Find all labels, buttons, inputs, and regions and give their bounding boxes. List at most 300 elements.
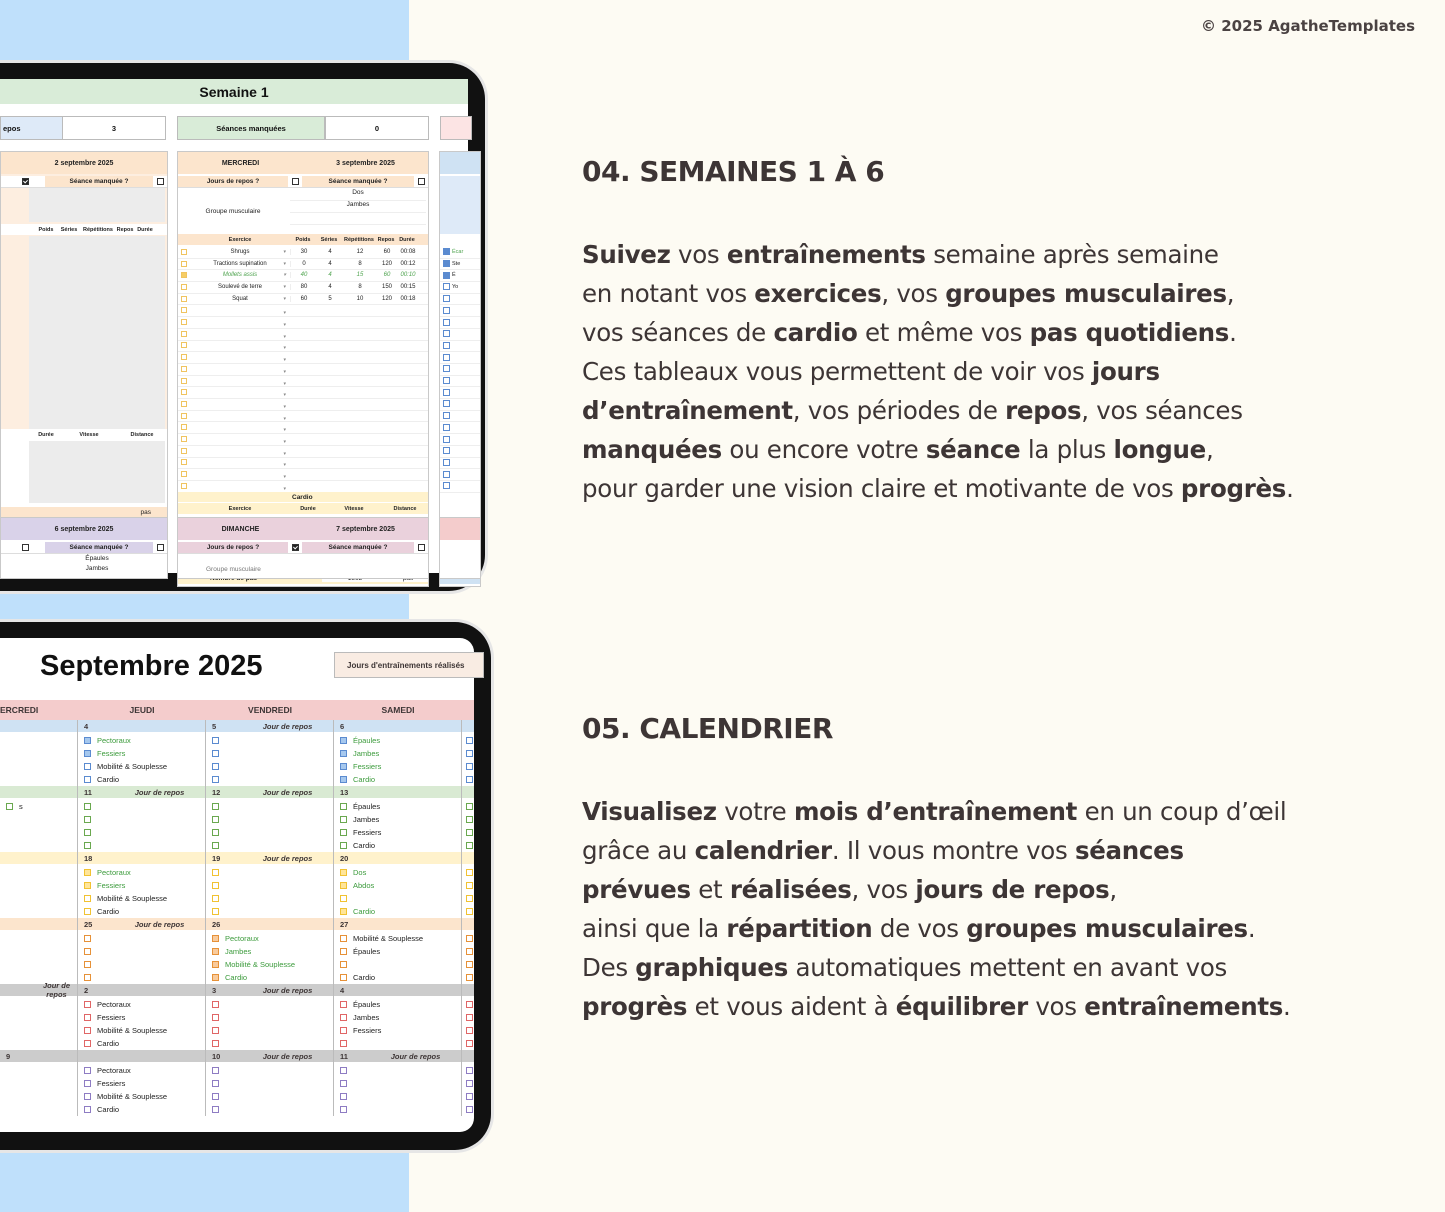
calendar-day-cell[interactable] [78,984,206,1050]
exercise-checkbox[interactable] [181,413,187,419]
calendar-muscle-item[interactable] [84,1037,205,1050]
muscle-group-label: Groupe musculaire [205,207,261,215]
muscle-label: Épaules [353,736,381,745]
calendar-checkbox[interactable] [212,829,219,836]
cardio-col-vitesse: Vitesse [344,505,364,512]
calendar-day-cell[interactable] [0,918,78,984]
calendar-checkbox[interactable] [466,1027,473,1034]
calendar-day-cell[interactable] [0,1050,78,1116]
calendar-day-header [334,786,461,798]
sunday-rest-checkbox[interactable] [292,544,299,551]
muscle-label: Cardio [97,907,120,916]
calendar-checkbox[interactable] [212,1027,219,1034]
exercise-checkbox[interactable] [181,331,187,337]
partial-checkbox[interactable] [443,389,450,396]
calendar-checkbox[interactable] [340,1027,347,1034]
bold-text: progrès [1180,474,1287,503]
calendar-muscle-item[interactable] [212,866,333,879]
exercise-checkbox[interactable] [181,342,187,348]
calendar-checkbox[interactable] [466,776,473,783]
calendar-checkbox[interactable] [84,1093,91,1100]
exercise-checkbox[interactable] [181,354,187,360]
calendar-muscle-item[interactable] [212,932,333,945]
calendar-day-cell[interactable] [206,786,334,852]
bold-text: d’entraînement [582,396,793,425]
calendar-muscle-item[interactable] [212,945,333,958]
calendar-day-cell[interactable] [334,984,462,1050]
calendar-checkbox[interactable] [84,908,91,915]
exercise-checkbox[interactable] [181,378,187,384]
tuesday-rest-checkbox[interactable] [22,178,29,185]
calendar-muscle-item[interactable] [340,1103,461,1116]
calendar-muscle-item[interactable] [84,971,205,984]
calendar-day-cell[interactable] [206,984,334,1050]
calendar-muscle-item[interactable] [84,879,205,892]
saturday-muscle-2[interactable]: Jambes [85,565,109,572]
exercise-cell: 00:15 [400,283,416,290]
calendar-muscle-item[interactable] [340,800,461,813]
calendar-checkbox[interactable] [340,882,347,889]
calendar-muscle-item[interactable] [84,1011,205,1024]
calendar-checkbox[interactable] [212,1014,219,1021]
paragraph-line [582,870,1402,909]
calendar-checkbox[interactable] [340,842,347,849]
exercise-checkbox[interactable] [181,436,187,442]
calendar-checkbox[interactable] [84,948,91,955]
calendar-checkbox[interactable] [340,737,347,744]
calendar-checkbox[interactable] [6,803,13,810]
partial-checkbox[interactable] [443,482,450,489]
calendar-checkbox[interactable] [212,935,219,942]
exercise-checkbox[interactable] [181,448,187,454]
calendar-checkbox[interactable] [340,869,347,876]
calendar-muscle-item[interactable] [212,747,333,760]
calendar-checkbox[interactable] [466,974,473,981]
calendar-day-cell[interactable] [0,720,78,786]
bold-text: équilibrer [895,992,1028,1021]
exercise-checkbox[interactable] [181,296,187,302]
calendar-checkbox[interactable] [340,803,347,810]
paragraph-line [582,831,1402,870]
exercise-cell: Soulevé de terre ▾ [190,284,291,290]
exercise-cell: 0 [302,260,306,267]
calendar-muscle-item[interactable] [212,826,333,839]
calendar-checkbox[interactable] [212,974,219,981]
muscle-label: Fessiers [97,1079,126,1088]
calendar-muscle-item[interactable] [340,760,461,773]
calendar-muscle-item[interactable] [212,905,333,918]
calendar-checkbox[interactable] [212,869,219,876]
text: et [690,875,730,904]
calendar-muscle-item[interactable] [340,892,461,905]
exercise-cell: 4 [328,272,332,279]
calendar-checkbox[interactable] [340,895,347,902]
calendar-checkbox[interactable] [466,1040,473,1047]
calendar-checkbox[interactable] [466,750,473,757]
calendar-checkbox[interactable] [466,895,473,902]
calendar-checkbox[interactable] [84,776,91,783]
calendar-checkbox[interactable] [84,1027,91,1034]
calendar-checkbox[interactable] [466,961,473,968]
calendar-checkbox[interactable] [466,1001,473,1008]
sunday-partial-cell [462,984,474,1050]
calendar-muscle-item[interactable] [84,800,205,813]
calendar-muscle-item[interactable] [340,1037,461,1050]
sunday-missed-checkbox[interactable] [418,544,425,551]
exercise-checkbox[interactable] [181,366,187,372]
calendar-checkbox[interactable] [340,763,347,770]
calendar-day-cell[interactable] [334,786,462,852]
calendar-muscle-item[interactable] [212,892,333,905]
calendar-checkbox[interactable] [84,869,91,876]
calendar-muscle-item[interactable] [340,958,461,971]
calendar-day-cell[interactable] [0,852,78,918]
exercise-checkbox[interactable] [181,272,187,278]
calendar-checkbox[interactable] [466,908,473,915]
calendar-checkbox[interactable] [84,961,91,968]
calendar-checkbox[interactable] [340,935,347,942]
calendar-checkbox[interactable] [212,1093,219,1100]
muscle-select-1[interactable]: Dos [290,189,426,201]
calendar-checkbox[interactable] [340,1080,347,1087]
calendar-day-cell[interactable] [334,1050,462,1116]
calendar-checkbox[interactable] [466,803,473,810]
col-repos: Repos [377,236,395,243]
wednesday-rest-checkbox[interactable] [292,178,299,185]
calendar-checkbox[interactable] [212,1040,219,1047]
calendar-muscle-item[interactable] [84,1090,205,1103]
partial-checkbox[interactable] [443,471,450,478]
calendar-checkbox[interactable] [84,750,91,757]
calendar-checkbox[interactable] [340,1001,347,1008]
calendar-checkbox[interactable] [84,1106,91,1113]
calendar-checkbox[interactable] [466,1106,473,1113]
calendar-muscle-item[interactable] [84,1024,205,1037]
text: vos séances de [582,318,774,347]
calendar-muscle-item[interactable] [212,1037,333,1050]
calendar-muscle-item[interactable] [84,1103,205,1116]
partial-checkbox[interactable] [443,319,450,326]
calendar-muscle-item[interactable] [84,747,205,760]
calendar-checkbox[interactable] [340,816,347,823]
calendar-checkbox[interactable] [340,829,347,836]
calendar-checkbox[interactable] [84,1014,91,1021]
calendar-muscle-item[interactable] [84,773,205,786]
partial-checkbox[interactable] [443,342,450,349]
calendar-checkbox[interactable] [466,1067,473,1074]
calendar-muscle-item[interactable] [84,905,205,918]
day-number: 9 [6,1051,11,1061]
exercise-checkbox[interactable] [181,483,187,489]
text: Ces tableaux vous permettent de voir vos [582,357,1092,386]
calendar-checkbox[interactable] [84,803,91,810]
calendar-muscle-item[interactable] [340,1090,461,1103]
text: la plus [1020,435,1114,464]
partial-checkbox[interactable] [443,354,450,361]
saturday-muscle-1[interactable]: Épaules [85,555,109,562]
calendar-checkbox[interactable] [212,816,219,823]
calendar-muscle-item[interactable] [84,734,205,747]
calendar-day-cell[interactable] [78,1050,206,1116]
calendar-muscle-item[interactable] [84,826,205,839]
calendar-muscle-item[interactable] [340,813,461,826]
calendar-checkbox[interactable] [212,895,219,902]
muscle-label: Fessiers [97,749,126,758]
saturday-rest-checkbox[interactable] [22,544,29,551]
calendar-day-cell[interactable] [206,852,334,918]
calendar-muscle-item[interactable] [340,1064,461,1077]
muscle-select-3[interactable] [290,213,426,225]
partial-row[interactable] [440,480,480,493]
calendar-day-cell[interactable] [206,720,334,786]
calendar-muscle-item[interactable] [84,760,205,773]
calendar-muscle-item[interactable] [212,1077,333,1090]
calendar-muscle-item[interactable] [212,839,333,852]
text: Des [582,953,636,982]
calendar-checkbox[interactable] [84,935,91,942]
muscle-label: Épaules [353,1000,381,1009]
calendar-muscle-item[interactable] [340,879,461,892]
day-wednesday: ERCREDI [0,705,39,715]
calendar-day-cell[interactable] [206,918,334,984]
calendar-checkbox[interactable] [340,776,347,783]
calendar-checkbox[interactable] [466,1093,473,1100]
exercise-checkbox[interactable] [181,424,187,430]
text: et même vos [857,318,1030,347]
calendar-day-cell[interactable] [334,852,462,918]
calendar-muscle-item[interactable] [84,892,205,905]
tuesday-missed-checkbox[interactable] [157,178,164,185]
calendar-muscle-item[interactable] [84,998,205,1011]
text: en un coup d’œil [1077,797,1287,826]
calendar-checkbox[interactable] [340,1106,347,1113]
calendar-muscle-item[interactable] [212,800,333,813]
calendar-checkbox[interactable] [466,869,473,876]
calendar-checkbox[interactable] [212,737,219,744]
calendar-checkbox[interactable] [340,961,347,968]
saturday-card [0,517,168,579]
calendar-muscle-item[interactable] [212,813,333,826]
day-number: 13 [340,787,349,797]
calendar-checkbox[interactable] [212,803,219,810]
calendar-checkbox[interactable] [212,908,219,915]
calendar-checkbox[interactable] [84,842,91,849]
calendar-muscle-item[interactable] [212,1064,333,1077]
calendar-muscle-item[interactable] [340,945,461,958]
calendar-checkbox[interactable] [340,1014,347,1021]
calendar-muscle-item[interactable] [340,1077,461,1090]
partial-checkbox[interactable] [443,260,450,267]
calendar-day-cell[interactable] [78,852,206,918]
calendar-checkbox[interactable] [340,1040,347,1047]
calendar-checkbox[interactable] [466,763,473,770]
text: . Il vous montre vos [831,836,1075,865]
calendar-muscle-item[interactable] [340,1011,461,1024]
partial-checkbox[interactable] [443,400,450,407]
calendar-muscle-item[interactable] [340,747,461,760]
calendar-checkbox[interactable] [340,1067,347,1074]
calendar-muscle-item[interactable] [212,998,333,1011]
calendar-checkbox[interactable] [212,750,219,757]
calendar-checkbox[interactable] [212,1080,219,1087]
calendar-checkbox[interactable] [466,1014,473,1021]
tuesday-cardio-card [0,429,168,522]
calendar-checkbox[interactable] [84,1067,91,1074]
muscle-select-2[interactable]: Jambes [290,201,426,213]
calendar-checkbox[interactable] [212,763,219,770]
exercise-checkbox[interactable] [181,389,187,395]
saturday-date: 6 septembre 2025 [54,525,114,533]
calendar-muscle-item[interactable] [340,1024,461,1037]
partial-checkbox[interactable] [443,272,450,279]
calendar-day-header [334,1050,461,1062]
calendar-checkbox[interactable] [340,750,347,757]
calendar-muscle-item[interactable] [340,932,461,945]
calendar-checkbox[interactable] [340,908,347,915]
calendar-checkbox[interactable] [84,974,91,981]
partial-checkbox[interactable] [443,377,450,384]
calendar-checkbox[interactable] [212,1106,219,1113]
exercise-checkbox[interactable] [181,249,187,255]
calendar-day-cell[interactable] [78,786,206,852]
calendar-muscle-item[interactable] [84,1064,205,1077]
calendar-muscle-item[interactable] [212,1011,333,1024]
calendar-checkbox[interactable] [84,829,91,836]
calendar-muscle-item[interactable] [212,773,333,786]
muscle-label: Jambes [353,815,380,824]
calendar-checkbox[interactable] [212,1067,219,1074]
rest-day-label: Jour de repos [42,981,71,999]
calendar-day-cell[interactable] [78,720,206,786]
calendar-muscle-item[interactable] [212,879,333,892]
calendar-muscle-item[interactable] [212,760,333,773]
calendar-checkbox[interactable] [212,776,219,783]
calendar-checkbox[interactable] [466,882,473,889]
partial-checkbox[interactable] [443,295,450,302]
calendar-checkbox[interactable] [84,737,91,744]
calendar-checkbox[interactable] [466,737,473,744]
calendar-muscle-item[interactable] [84,932,205,945]
calendar-muscle-item[interactable] [212,734,333,747]
calendar-checkbox[interactable] [212,882,219,889]
exercise-cell: 12 [356,248,364,255]
calendar-muscle-item[interactable] [340,773,461,786]
sunday-partial-cell [462,1050,474,1116]
calendar-checkbox[interactable] [466,842,473,849]
calendar-muscle-item[interactable] [6,800,77,813]
calendar-muscle-item[interactable] [340,905,461,918]
calendar-muscle-item[interactable] [340,826,461,839]
partial-checkbox[interactable] [443,283,450,290]
exercise-checkbox[interactable] [181,401,187,407]
calendar-muscle-item[interactable] [212,958,333,971]
calendar-checkbox[interactable] [340,948,347,955]
calendar-checkbox[interactable] [84,1080,91,1087]
text: . [1229,318,1237,347]
calendar-checkbox[interactable] [84,763,91,770]
partial-checkbox[interactable] [443,365,450,372]
copyright: © 2025 AgatheTemplates [1201,17,1415,35]
calendar-checkbox[interactable] [84,1040,91,1047]
calendar-checkbox[interactable] [84,816,91,823]
calendar-muscle-item[interactable] [84,813,205,826]
calendar-muscle-item[interactable] [212,971,333,984]
partial-checkbox[interactable] [443,330,450,337]
calendar-checkbox[interactable] [212,1001,219,1008]
calendar-checkbox[interactable] [212,948,219,955]
calendar-day-cell[interactable] [0,786,78,852]
partial-checkbox[interactable] [443,436,450,443]
wednesday-missed-checkbox[interactable] [418,178,425,185]
wednesday-missed-label: Séance manquée ? [302,176,414,187]
muscle-label: Mobilité & Souplesse [97,1026,168,1035]
calendar-muscle-item[interactable] [212,1024,333,1037]
exercise-checkbox[interactable] [181,471,187,477]
calendar-muscle-item[interactable] [84,1077,205,1090]
exercise-checkbox[interactable] [181,307,187,313]
partial-checkbox[interactable] [443,307,450,314]
calendar-checkbox[interactable] [84,882,91,889]
exercise-checkbox[interactable] [181,284,187,290]
calendar-day-cell[interactable] [334,720,462,786]
calendar-muscle-item[interactable] [212,1103,333,1116]
calendar-muscle-item[interactable] [212,1090,333,1103]
calendar-checkbox[interactable] [84,1001,91,1008]
calendar-muscle-item[interactable] [84,866,205,879]
partial-checkbox[interactable] [443,447,450,454]
calendar-day-cell[interactable] [206,1050,334,1116]
calendar-muscle-item[interactable] [84,839,205,852]
partial-checkbox[interactable] [443,459,450,466]
calendar-checkbox[interactable] [212,842,219,849]
partial-checkbox[interactable] [443,412,450,419]
exercise-cell: Shrugs ▾ [190,249,291,255]
calendar-checkbox[interactable] [466,935,473,942]
partial-checkbox[interactable] [443,424,450,431]
calendar-day-cell[interactable] [334,918,462,984]
bold-text: manquées [582,435,722,464]
partial-checkbox[interactable] [443,248,450,255]
calendar-day-cell[interactable] [78,918,206,984]
missed-sessions-value: 0 [325,116,429,140]
calendar-checkbox[interactable] [212,961,219,968]
calendar-checkbox[interactable] [466,829,473,836]
saturday-missed-checkbox[interactable] [157,544,164,551]
exercise-row[interactable] [178,480,428,493]
calendar-checkbox[interactable] [84,895,91,902]
calendar-checkbox[interactable] [466,816,473,823]
exercise-checkbox[interactable] [181,459,187,465]
calendar-checkbox[interactable] [466,948,473,955]
calendar-checkbox[interactable] [340,974,347,981]
calendar-muscle-item[interactable] [340,866,461,879]
exercise-checkbox[interactable] [181,319,187,325]
calendar-muscle-item[interactable] [340,734,461,747]
calendar-muscle-item[interactable] [84,945,205,958]
calendar-muscle-item[interactable] [340,998,461,1011]
trainings-done-button[interactable]: Jours d'entraînements réalisés [334,652,484,678]
calendar-muscle-item[interactable] [84,958,205,971]
section-04-paragraph [582,235,1402,508]
calendar-day-cell[interactable] [0,981,78,1050]
exercise-checkbox[interactable] [181,261,187,267]
calendar-checkbox[interactable] [466,1080,473,1087]
calendar-header [0,700,474,720]
calendar-checkbox[interactable] [340,1093,347,1100]
col-cardio-duree: Durée [38,431,54,438]
calendar-muscle-item[interactable] [340,971,461,984]
calendar-muscle-item[interactable] [340,839,461,852]
